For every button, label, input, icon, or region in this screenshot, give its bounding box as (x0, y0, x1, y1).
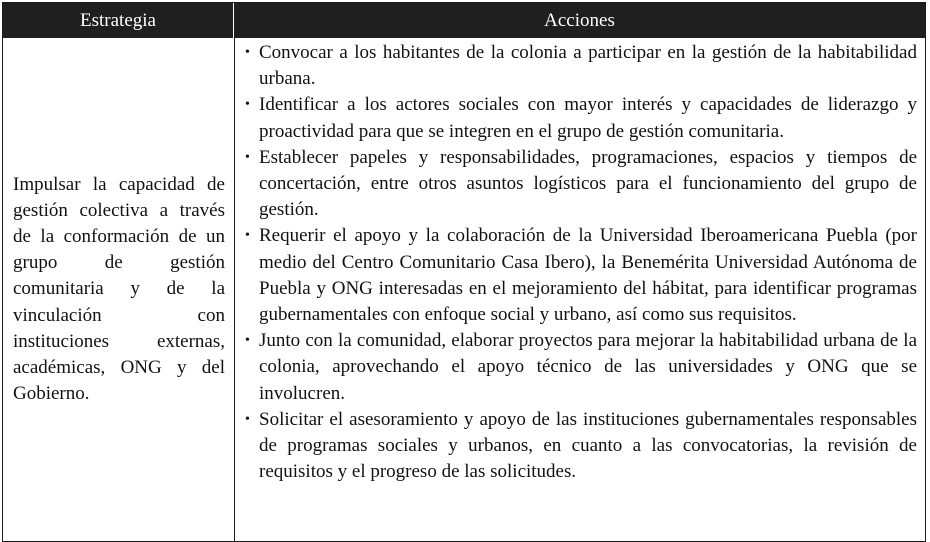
action-item (243, 328, 917, 407)
bullet-icon: • (245, 411, 250, 427)
action-text: Requerir el apoyo y la colaboración de la Universidad Iberoamericana Puebla (por medio del Centro Comunitario Casa Ibero), la Benemérita Universidad Autónoma de Puebla y ONG interesadas en el mejoramiento del hábitat, para identificar programas gubernamentales con enfoque social y urbano, así como sus requisitos. (259, 225, 917, 326)
action-text: Junto con la comunidad, elaborar proyectos para mejorar la habitabilidad urbana de la colonia, aprovechando el apoyo técnico de las universidades y ONG que se involucren. (259, 330, 917, 404)
bullet-icon: • (245, 97, 250, 113)
strategy-text: Impulsar la capacidad de gestión colectiva a través de la conformación de un grupo de gestión comunitaria y de la vinculación con instituciones externas, académicas, ONG y del Gobierno. (13, 173, 225, 405)
action-item (243, 145, 917, 224)
action-text: Establecer papeles y responsabilidades, programaciones, espacios y tiempos de concertación, entre otros asuntos logísticos para el funcionamiento del grupo de gestión. (259, 146, 917, 221)
action-item (243, 92, 917, 144)
action-text: Identificar a los actores sociales con mayor interés y capacidades de liderazgo y proactividad para que se integren en el grupo de gestión comunitaria. (259, 94, 917, 142)
strategy-cell (13, 38, 225, 541)
header-strategy: Estrategia (3, 3, 234, 38)
actions-list (243, 40, 917, 485)
bullet-icon: • (245, 228, 250, 244)
action-item (243, 223, 917, 328)
action-text: Convocar a los habitantes de la colonia a participar en la gestión de la habitabilidad urbana. (259, 42, 917, 90)
column-divider (234, 38, 235, 541)
table-header-row (3, 3, 925, 38)
action-item (243, 407, 917, 486)
action-item (243, 40, 917, 92)
bullet-icon: • (245, 149, 250, 165)
header-actions: Acciones (544, 10, 615, 31)
strategy-actions-table (2, 2, 926, 542)
action-text: Solicitar el asesoramiento y apoyo de las instituciones gubernamentales responsables de programas sociales y urbanos, en cuanto a las convocatorias, la revisión de requisitos y el progreso de las solicitudes. (259, 408, 917, 483)
bullet-icon: • (245, 333, 250, 349)
bullet-icon: • (245, 45, 250, 60)
